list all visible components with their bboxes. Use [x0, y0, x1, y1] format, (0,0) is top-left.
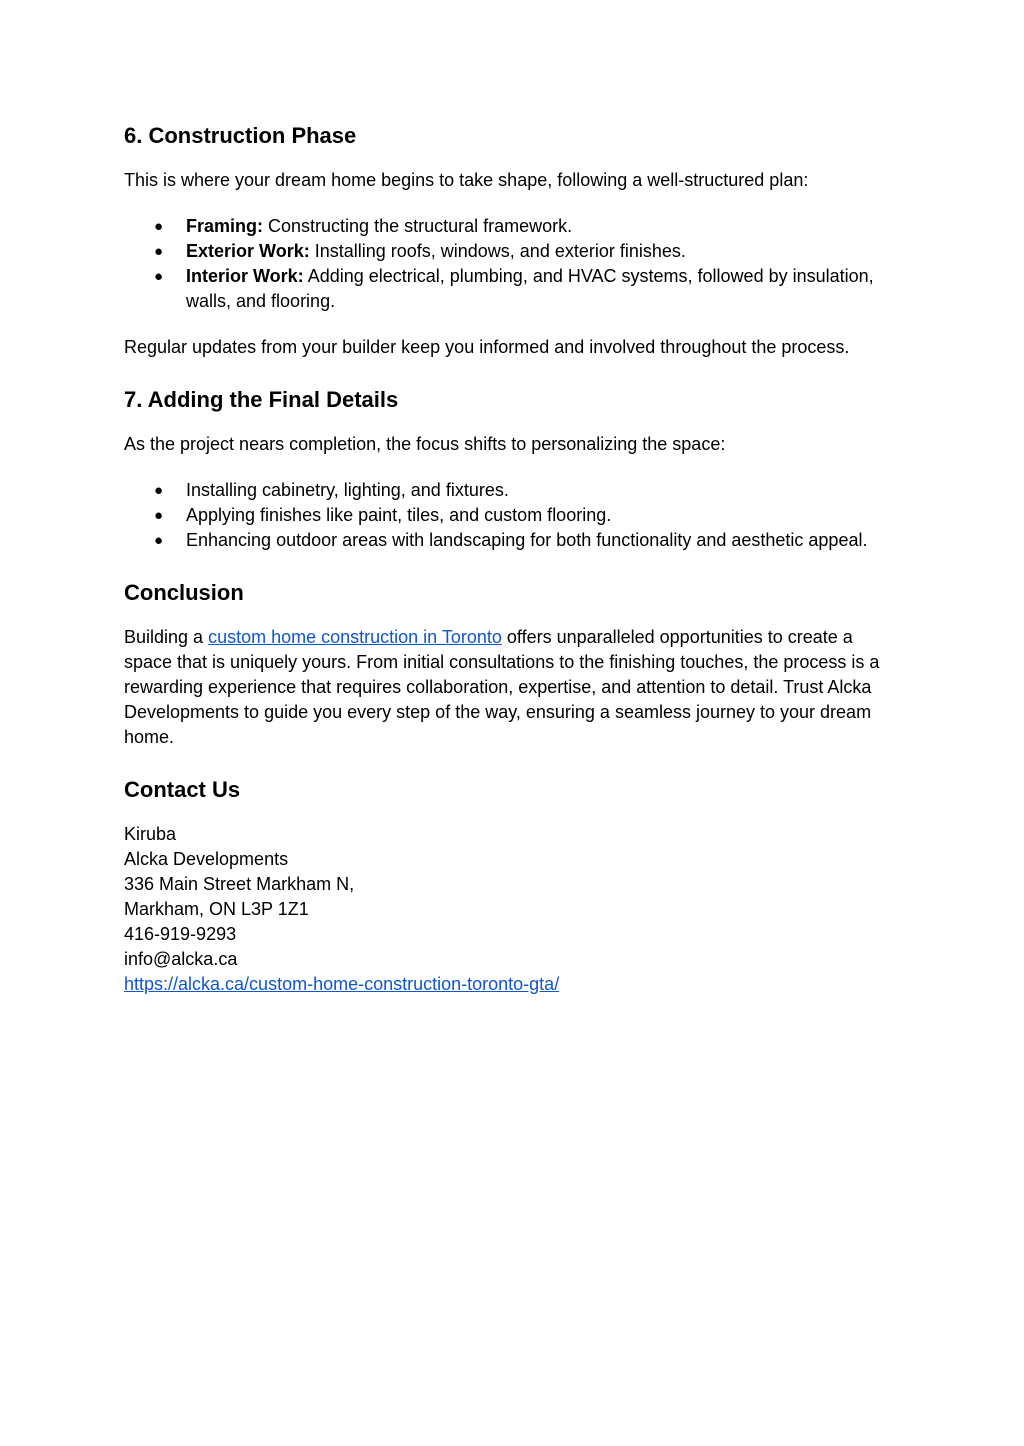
construction-phase-list: [124, 214, 899, 314]
final-details-list: [124, 478, 899, 553]
contact-address-line2: Markham, ON L3P 1Z1: [124, 899, 309, 919]
bullet-icon: ●: [154, 482, 164, 499]
bullet-icon: ●: [154, 532, 164, 549]
conclusion-text-before: Building a: [124, 627, 209, 647]
bullet-icon: ●: [154, 243, 164, 260]
list-item: [124, 214, 899, 239]
bullet-icon: ●: [154, 507, 164, 524]
section-heading-construction-phase: 6. Construction Phase: [124, 123, 357, 148]
section-intro: As the project nears completion, the focus shifts to personalizing the space:: [124, 434, 726, 454]
list-item-label: Exterior Work:: [186, 241, 310, 261]
list-item-text: Installing roofs, windows, and exterior finishes.: [309, 241, 686, 261]
contact-address-line1: 336 Main Street Markham N,: [124, 874, 355, 894]
conclusion-text-after: offers unparalleled opportunities to create a space that is uniquely yours. From initial consultations to the finishing touches, the process is a rewarding experience that requires collaboration, expertise, and attention to detail. Trust Alcka Developments to guide you every step of the way, ensuring a seamless journey to your dream home.: [124, 627, 880, 747]
bullet-icon: ●: [154, 218, 164, 235]
section-heading-contact-us: Contact Us: [124, 777, 241, 802]
bullet-icon: ●: [154, 268, 164, 285]
list-item-label: Interior Work:: [186, 266, 304, 286]
list-item-text: Installing cabinetry, lighting, and fixtures.: [186, 480, 509, 500]
section-intro: This is where your dream home begins to take shape, following a well-structured plan:: [124, 170, 809, 190]
section-outro: Regular updates from your builder keep you informed and involved throughout the process.: [124, 337, 850, 357]
section-heading-final-details: 7. Adding the Final Details: [124, 387, 399, 412]
list-item-text: Enhancing outdoor areas with landscaping for both functionality and aesthetic appeal.: [186, 530, 868, 550]
contact-email: info@alcka.ca: [124, 949, 238, 969]
document-page: [124, 118, 899, 997]
contact-block: [124, 822, 899, 997]
list-item: [124, 478, 899, 503]
section-heading-conclusion: Conclusion: [124, 580, 244, 605]
list-item: [124, 503, 899, 528]
list-item-text: Constructing the structural framework.: [263, 216, 573, 236]
conclusion-paragraph: [124, 625, 899, 750]
list-item: [124, 264, 899, 314]
contact-website-link[interactable]: https://alcka.ca/custom-home-construction-toronto-gta/: [124, 974, 560, 994]
list-item: [124, 239, 899, 264]
custom-home-construction-link[interactable]: custom home construction in Toronto: [208, 627, 502, 647]
contact-phone: 416-919-9293: [124, 924, 237, 944]
contact-name: Kiruba: [124, 824, 177, 844]
list-item-text: Applying finishes like paint, tiles, and custom flooring.: [186, 505, 612, 525]
list-item-label: Framing:: [186, 216, 264, 236]
list-item-text: Adding electrical, plumbing, and HVAC systems, followed by insulation, walls, and flooring.: [186, 266, 874, 311]
list-item: [124, 528, 899, 553]
contact-company: Alcka Developments: [124, 849, 289, 869]
